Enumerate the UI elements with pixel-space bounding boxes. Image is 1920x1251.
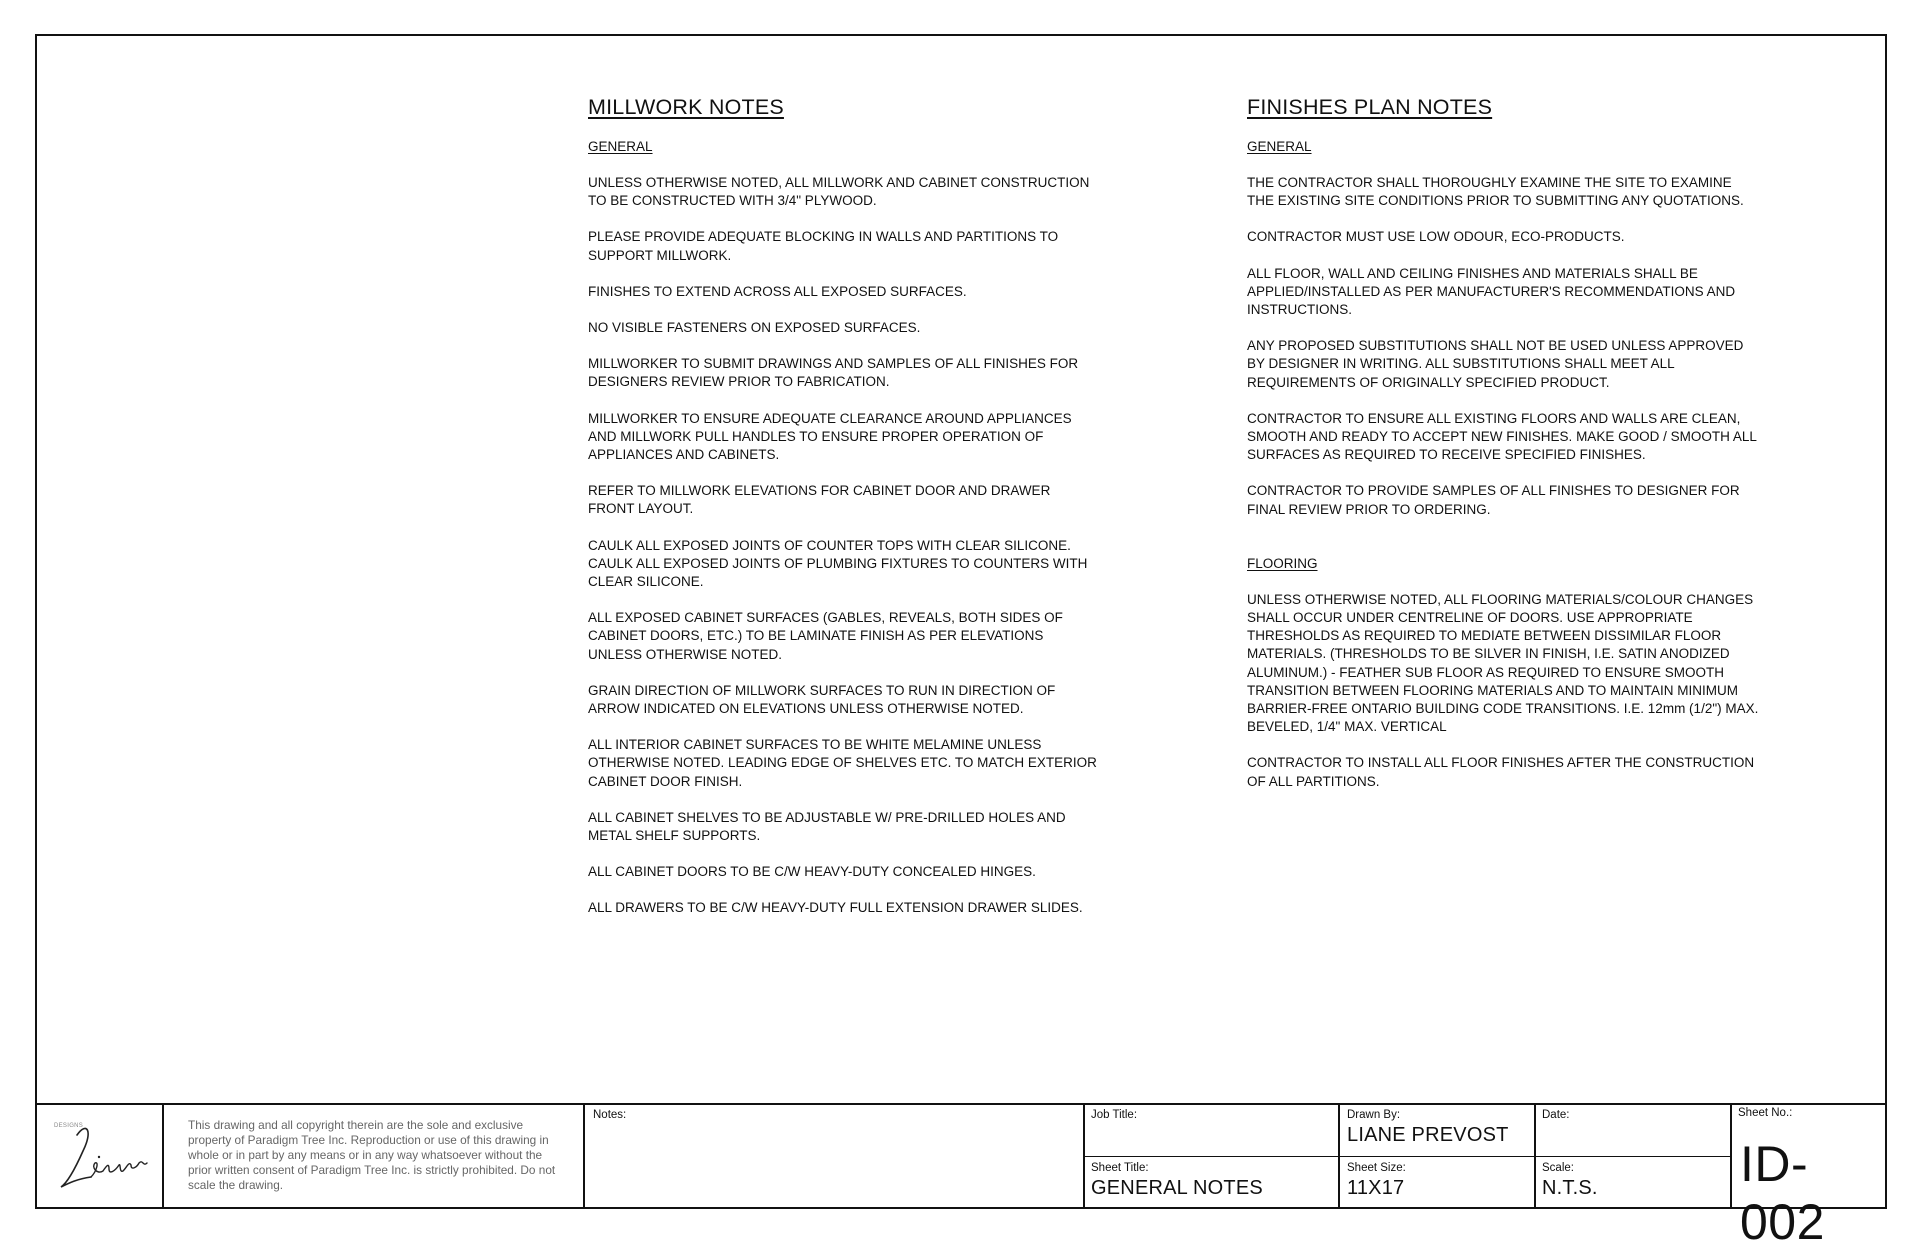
logo-cell [35,1103,162,1209]
millwork-notes-title: MILLWORK NOTES [588,95,784,119]
millwork-note: PLEASE PROVIDE ADEQUATE BLOCKING IN WALLS AND PARTITIONS TO SUPPORT MILLWORK. [588,229,1059,263]
sheet-title-label: Sheet Title: [1091,1162,1149,1174]
sheet-no-label: Sheet No.: [1738,1107,1793,1119]
millwork-general-heading: GENERAL [588,139,653,154]
divider [583,1103,585,1209]
finishes-note: CONTRACTOR MUST USE LOW ODOUR, ECO-PRODUCTS. [1247,229,1625,245]
copyright-notice: This drawing and all copyright therein are the sole and exclusive property of Paradigm Tree Inc. Reproduction or use of this drawing in whole or in part by any means or in any way whatsoever without the prior written consent of Paradigm Tree Inc. is strictly prohibited. Do not scale the drawing. [188,1118,556,1192]
date-label: Date: [1542,1109,1570,1121]
millwork-note: FINISHES TO EXTEND ACROSS ALL EXPOSED SURFACES. [588,283,967,299]
millwork-note: CAULK ALL EXPOSED JOINTS OF COUNTER TOPS WITH CLEAR SILICONE. CAULK ALL EXPOSED JOINTS OF PLUMBING FIXTURES TO COUNTERS WITH CLEAR SILICONE. [588,537,1088,590]
millwork-note: ALL CABINET DOORS TO BE C/W HEAVY-DUTY CONCEALED HINGES. [588,864,1036,880]
finishes-note: CONTRACTOR TO PROVIDE SAMPLES OF ALL FINISHES TO DESIGNER FOR FINAL REVIEW PRIOR TO ORDERING. [1247,483,1740,517]
millwork-note: MILLWORKER TO SUBMIT DRAWINGS AND SAMPLES OF ALL FINISHES FOR DESIGNERS REVIEW PRIOR TO FABRICATION. [588,356,1079,390]
finishes-note: CONTRACTOR TO ENSURE ALL EXISTING FLOORS AND WALLS ARE CLEAN, SMOOTH AND READY TO ACCEPT NEW FINISHES. MAKE GOOD / SMOOTH ALL SURFACES AS REQUIRED TO RECEIVE SPECIFIED FINISHES. [1247,410,1757,463]
finishes-notes-title: FINISHES PLAN NOTES [1247,95,1493,119]
millwork-notes-column [588,94,1128,936]
divider [162,1103,164,1209]
millwork-note: ALL INTERIOR CABINET SURFACES TO BE WHITE MELAMINE UNLESS OTHERWISE NOTED. LEADING EDGE OF SHELVES ETC. TO MATCH EXTERIOR CABINET DOOR FINISH. [588,737,1097,789]
scale-label: Scale: [1542,1162,1574,1174]
divider [1083,1156,1730,1157]
flooring-note: CONTRACTOR TO INSTALL ALL FLOOR FINISHES AFTER THE CONSTRUCTION OF ALL PARTITIONS. [1247,755,1755,789]
scale-value: N.T.S. [1542,1177,1598,1199]
millwork-note: ALL EXPOSED CABINET SURFACES (GABLES, REVEALS, BOTH SIDES OF CABINET DOORS, ETC.) TO BE LAMINATE FINISH AS PER ELEVATIONS UNLESS OTHERWISE NOTED. [588,610,1063,662]
finishes-notes-column [1247,94,1787,809]
flooring-heading: FLOORING [1247,555,1318,571]
millwork-note: NO VISIBLE FASTENERS ON EXPOSED SURFACES. [588,320,921,336]
millwork-note: ALL DRAWERS TO BE C/W HEAVY-DUTY FULL EXTENSION DRAWER SLIDES. [588,900,1083,916]
finishes-general-heading: GENERAL [1247,139,1312,154]
liane-signature-logo-icon [47,1113,157,1198]
millwork-note: REFER TO MILLWORK ELEVATIONS FOR CABINET DOOR AND DRAWER FRONT LAYOUT. [588,483,1051,517]
title-block [35,1103,1887,1250]
finishes-note: ALL FLOOR, WALL AND CEILING FINISHES AND MATERIALS SHALL BE APPLIED/INSTALLED AS PER MANUFACTURER'S RECOMMENDATIONS AND INSTRUCTIONS. [1247,265,1736,318]
sheet-title-value: GENERAL NOTES [1091,1177,1263,1199]
job-title-label: Job Title: [1091,1109,1138,1121]
millwork-note: ALL CABINET SHELVES TO BE ADJUSTABLE W/ PRE-DRILLED HOLES AND METAL SHELF SUPPORTS. [588,809,1066,844]
finishes-note: THE CONTRACTOR SHALL THOROUGHLY EXAMINE THE SITE TO EXAMINE THE EXISTING SITE CONDITIONS PRIOR TO SUBMITTING ANY QUOTATIONS. [1247,175,1744,209]
logo-small-text: DESIGNS [54,1123,84,1129]
drawn-by-label: Drawn By: [1347,1109,1401,1121]
finishes-note: ANY PROPOSED SUBSTITUTIONS SHALL NOT BE USED UNLESS APPROVED BY DESIGNER IN WRITING. ALL SUBSTITUTIONS SHALL MEET ALL REQUIREMENTS OF ORIGINALLY SPECIFIED PRODUCT. [1247,338,1744,390]
title-block-top-rule [35,1103,1887,1105]
sheet-no-value: ID-002 [1740,1136,1825,1250]
section-spacer [1247,537,1787,555]
millwork-note: MILLWORKER TO ENSURE ADEQUATE CLEARANCE AROUND APPLIANCES AND MILLWORK PULL HANDLES TO ENSURE PROPER OPERATION OF APPLIANCES AND CABINETS. [588,410,1072,463]
drawn-by-value: LIANE PREVOST [1347,1124,1509,1146]
notes-label: Notes: [593,1109,627,1121]
millwork-note: GRAIN DIRECTION OF MILLWORK SURFACES TO RUN IN DIRECTION OF ARROW INDICATED ON ELEVATIONS UNLESS OTHERWISE NOTED. [588,682,1056,717]
flooring-note: UNLESS OTHERWISE NOTED, ALL FLOORING MATERIALS/COLOUR CHANGES SHALL OCCUR UNDER CENTRELINE OF DOORS. USE APPROPRIATE THRESHOLDS AS REQUIRED TO MEDIATE BETWEEN DISSIMILAR FLOOR MATERIALS. (THRESHOLDS TO BE SILVER IN FINISH, I.E. SATIN ANODIZED ALUMINUM.) - FEATHER SUB FLOOR AS REQUIRED TO ENSURE SMOOTH TRANSITION BETWEEN FLOORING MATERIALS AND TO MAINTAIN MINIMUM BARRIER-FREE ONTARIO BUILDING CODE TRANSITIONS. I.E. 12mm (1/2") MAX. BEVELED, 1/4" MAX. VERTICAL [1247,591,1759,735]
sheet-size-value: 11X17 [1347,1177,1405,1199]
divider [1730,1103,1732,1209]
millwork-note: UNLESS OTHERWISE NOTED, ALL MILLWORK AND CABINET CONSTRUCTION TO BE CONSTRUCTED WITH 3/4" PLYWOOD. [588,175,1090,209]
sheet-size-label: Sheet Size: [1347,1162,1406,1174]
